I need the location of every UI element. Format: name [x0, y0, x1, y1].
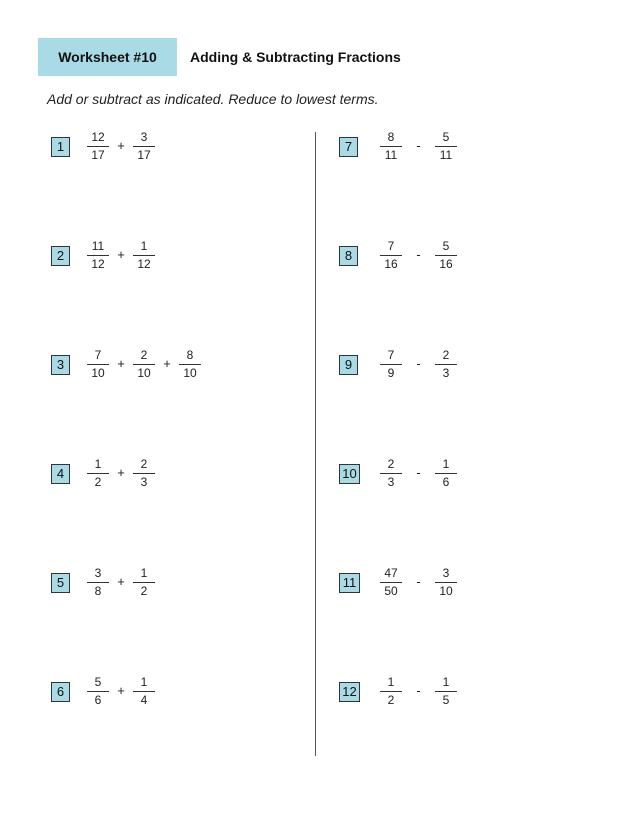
fraction	[133, 130, 155, 163]
worksheet-title: Adding & Subtracting Fractions	[190, 49, 401, 65]
fraction-bar	[435, 691, 457, 692]
fraction	[133, 348, 155, 381]
numerator: 5	[442, 239, 450, 253]
fraction	[435, 348, 457, 381]
fraction	[133, 566, 155, 599]
numerator: 11	[91, 239, 105, 253]
denominator: 50	[384, 584, 398, 598]
numerator: 3	[442, 566, 450, 580]
problem-3	[51, 348, 311, 382]
denominator: 12	[91, 257, 105, 271]
numerator: 1	[442, 457, 450, 471]
denominator: 16	[384, 257, 398, 271]
numerator: 7	[387, 239, 395, 253]
problem-1	[51, 130, 311, 164]
problem-4	[51, 457, 311, 491]
fraction	[380, 566, 402, 599]
numerator: 1	[140, 239, 148, 253]
problem-11	[339, 566, 599, 600]
denominator: 3	[387, 475, 395, 489]
numerator: 7	[94, 348, 102, 362]
fraction	[380, 675, 402, 708]
minus-operator: -	[416, 683, 421, 698]
problem-9	[339, 348, 599, 382]
denominator: 6	[442, 475, 450, 489]
numerator: 1	[140, 675, 148, 689]
problem-number: 2	[51, 246, 70, 266]
numerator: 1	[140, 566, 148, 580]
denominator: 6	[94, 693, 102, 707]
problem-number: 11	[339, 573, 360, 593]
plus-operator: +	[117, 247, 125, 262]
numerator: 47	[384, 566, 398, 580]
numerator: 3	[94, 566, 102, 580]
plus-operator: +	[117, 683, 125, 698]
fraction	[87, 348, 109, 381]
denominator: 9	[387, 366, 395, 380]
denominator: 4	[140, 693, 148, 707]
fraction-bar	[87, 146, 109, 147]
fraction-bar	[87, 364, 109, 365]
problem-6	[51, 675, 311, 709]
problem-10	[339, 457, 599, 491]
fraction-bar	[87, 255, 109, 256]
fraction	[87, 675, 109, 708]
minus-operator: -	[416, 247, 421, 262]
fraction-bar	[133, 146, 155, 147]
column-divider	[315, 132, 316, 756]
fraction	[87, 457, 109, 490]
denominator: 17	[137, 148, 151, 162]
problem-number: 8	[339, 246, 358, 266]
numerator: 5	[94, 675, 102, 689]
fraction	[380, 130, 402, 163]
fraction-bar	[133, 255, 155, 256]
problem-number: 1	[51, 137, 70, 157]
instructions: Add or subtract as indicated. Reduce to lowest terms.	[47, 91, 379, 107]
numerator: 2	[387, 457, 395, 471]
problem-number: 4	[51, 464, 70, 484]
numerator: 1	[442, 675, 450, 689]
fraction	[380, 239, 402, 272]
numerator: 7	[387, 348, 395, 362]
problem-number: 9	[339, 355, 358, 375]
fraction	[435, 675, 457, 708]
denominator: 5	[442, 693, 450, 707]
fraction	[435, 239, 457, 272]
denominator: 12	[137, 257, 151, 271]
fraction-bar	[435, 146, 457, 147]
numerator: 1	[94, 457, 102, 471]
numerator: 3	[140, 130, 148, 144]
problem-number: 3	[51, 355, 70, 375]
fraction	[435, 566, 457, 599]
problem-number: 5	[51, 573, 70, 593]
worksheet-badge: Worksheet #10	[38, 38, 177, 76]
denominator: 10	[439, 584, 453, 598]
plus-operator: +	[163, 356, 171, 371]
fraction-bar	[87, 582, 109, 583]
fraction	[87, 566, 109, 599]
denominator: 2	[387, 693, 395, 707]
minus-operator: -	[416, 574, 421, 589]
numerator: 2	[442, 348, 450, 362]
fraction-bar	[435, 473, 457, 474]
plus-operator: +	[117, 465, 125, 480]
fraction-bar	[133, 473, 155, 474]
denominator: 17	[91, 148, 105, 162]
fraction-bar	[179, 364, 201, 365]
fraction	[380, 457, 402, 490]
denominator: 8	[94, 584, 102, 598]
plus-operator: +	[117, 574, 125, 589]
numerator: 8	[186, 348, 194, 362]
fraction-bar	[380, 691, 402, 692]
fraction-bar	[87, 691, 109, 692]
plus-operator: +	[117, 356, 125, 371]
denominator: 11	[439, 148, 453, 162]
problem-number: 10	[339, 464, 360, 484]
fraction	[179, 348, 201, 381]
problem-7	[339, 130, 599, 164]
denominator: 16	[439, 257, 453, 271]
fraction-bar	[380, 364, 402, 365]
problem-12	[339, 675, 599, 709]
minus-operator: -	[416, 138, 421, 153]
fraction-bar	[380, 582, 402, 583]
numerator: 1	[387, 675, 395, 689]
fraction-bar	[380, 146, 402, 147]
numerator: 8	[387, 130, 395, 144]
problem-number: 12	[339, 682, 360, 702]
fraction-bar	[380, 255, 402, 256]
plus-operator: +	[117, 138, 125, 153]
denominator: 3	[140, 475, 148, 489]
fraction-bar	[435, 255, 457, 256]
fraction	[435, 130, 457, 163]
denominator: 3	[442, 366, 450, 380]
problem-8	[339, 239, 599, 273]
fraction	[87, 130, 109, 163]
fraction-bar	[435, 364, 457, 365]
denominator: 10	[91, 366, 105, 380]
fraction	[380, 348, 402, 381]
fraction-bar	[133, 364, 155, 365]
denominator: 2	[94, 475, 102, 489]
numerator: 12	[91, 130, 105, 144]
fraction	[133, 457, 155, 490]
problem-5	[51, 566, 311, 600]
minus-operator: -	[416, 356, 421, 371]
numerator: 2	[140, 348, 148, 362]
fraction-bar	[380, 473, 402, 474]
fraction	[87, 239, 109, 272]
fraction	[133, 239, 155, 272]
fraction-bar	[87, 473, 109, 474]
fraction-bar	[435, 582, 457, 583]
numerator: 2	[140, 457, 148, 471]
denominator: 11	[384, 148, 398, 162]
fraction	[435, 457, 457, 490]
fraction-bar	[133, 691, 155, 692]
denominator: 2	[140, 584, 148, 598]
denominator: 10	[137, 366, 151, 380]
fraction	[133, 675, 155, 708]
fraction-bar	[133, 582, 155, 583]
problem-number: 6	[51, 682, 70, 702]
problem-number: 7	[339, 137, 358, 157]
minus-operator: -	[416, 465, 421, 480]
denominator: 10	[183, 366, 197, 380]
numerator: 5	[442, 130, 450, 144]
problem-2	[51, 239, 311, 273]
